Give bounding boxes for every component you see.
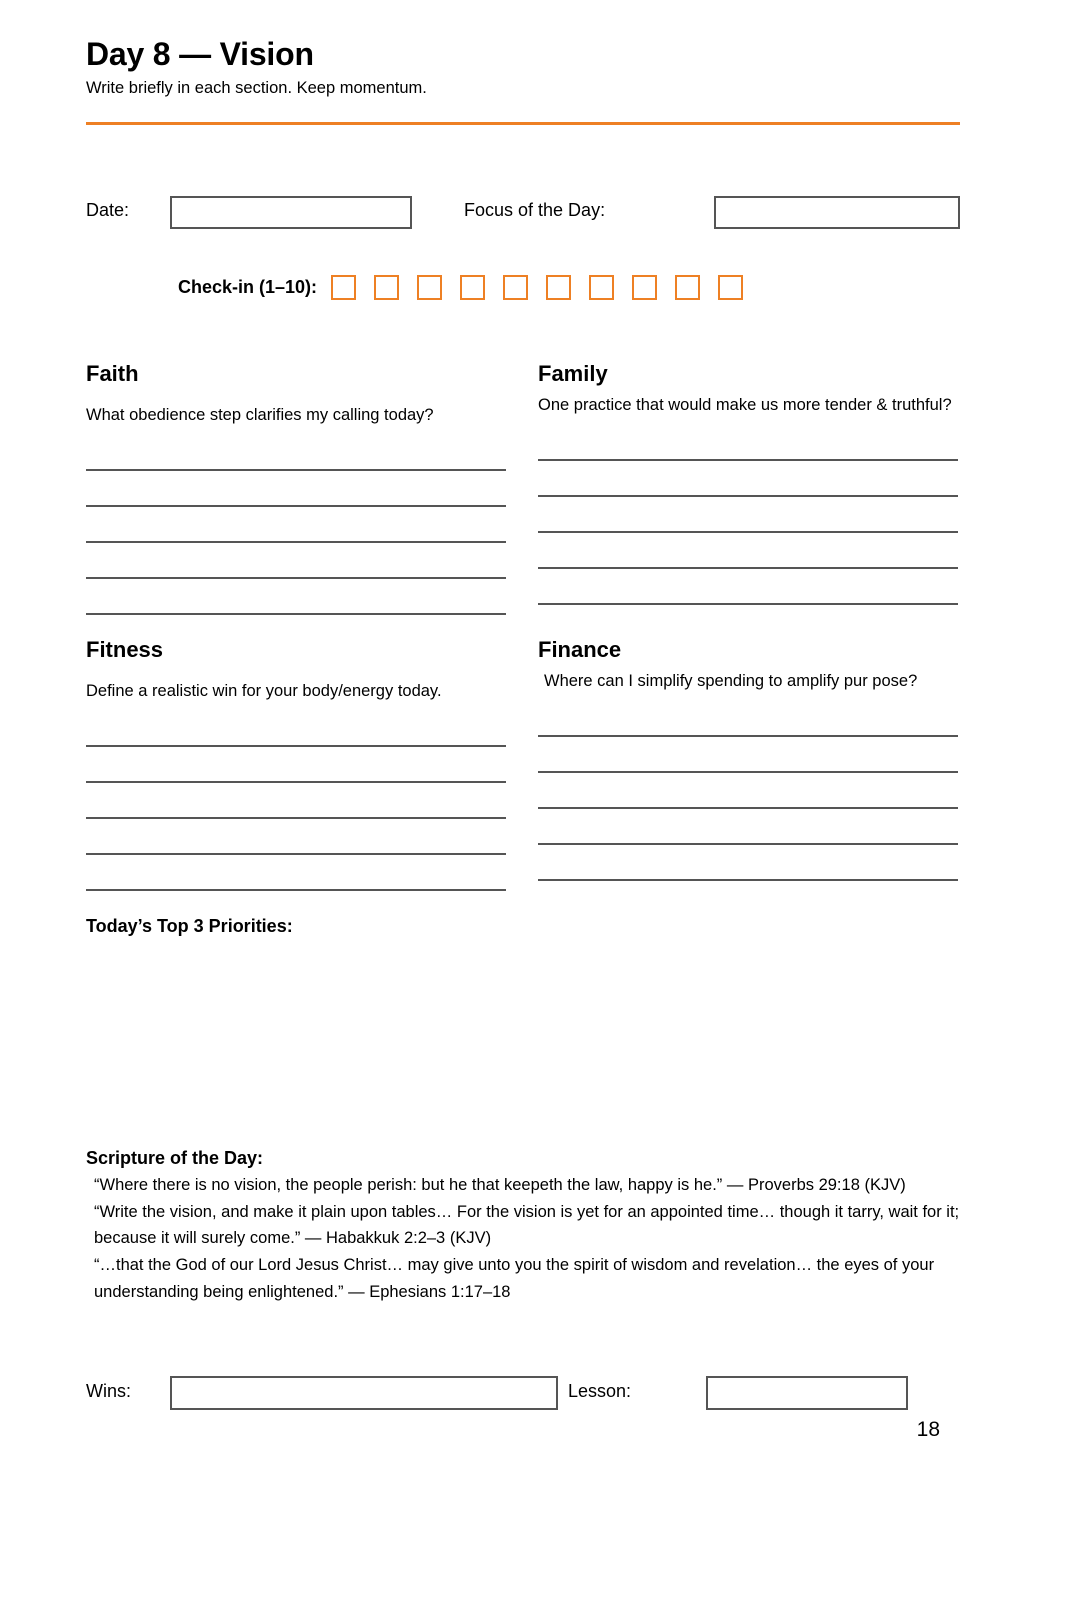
checkin-checkbox-7[interactable]	[589, 275, 614, 300]
section-fitness-heading: Fitness	[86, 637, 164, 662]
date-input[interactable]	[170, 196, 412, 229]
section-family-heading: Family	[538, 361, 608, 386]
section-fitness	[86, 638, 506, 891]
checkin-label: Check-in (1–10):	[178, 276, 318, 297]
scripture-block	[86, 1148, 966, 1306]
checkin-checkbox-3[interactable]	[417, 275, 442, 300]
writing-line[interactable]	[86, 819, 506, 855]
lesson-label: Lesson:	[568, 1381, 632, 1401]
page-title: Day 8 — Vision	[86, 36, 314, 72]
section-faith-lines[interactable]	[86, 435, 506, 615]
writing-line[interactable]	[538, 737, 958, 773]
checkin-row	[178, 272, 743, 302]
scripture-verse-2: “Write the vision, and make it plain upon tables… For the vision is yet for an appointed time… though it tarry, wait for it; because it will surely come.” — Habakkuk 2:2–3 (KJV)	[94, 1202, 960, 1248]
priorities-blank-area[interactable]	[86, 950, 960, 1120]
section-finance	[538, 638, 958, 881]
checkin-checkbox-1[interactable]	[331, 275, 356, 300]
wins-input[interactable]	[170, 1376, 558, 1410]
writing-line[interactable]	[86, 783, 506, 819]
section-fitness-lines[interactable]	[86, 711, 506, 891]
priorities-heading: Today’s Top 3 Priorities:	[86, 916, 293, 936]
section-finance-lines[interactable]	[538, 701, 958, 881]
writing-line[interactable]	[86, 507, 506, 543]
writing-line[interactable]	[86, 471, 506, 507]
writing-line[interactable]	[538, 533, 958, 569]
focus-label: Focus of the Day:	[464, 200, 606, 220]
scripture-verse-3: “…that the God of our Lord Jesus Christ… may give unto you the spirit of wisdom and revelation… the eyes of your understanding being enlightened.” — Ephesians 1:17–18	[94, 1256, 935, 1301]
checkin-checkbox-2[interactable]	[374, 275, 399, 300]
writing-line[interactable]	[86, 711, 506, 747]
writing-line[interactable]	[538, 461, 958, 497]
page-header	[86, 36, 960, 99]
writing-line[interactable]	[538, 497, 958, 533]
header-divider	[86, 122, 960, 125]
writing-line[interactable]	[538, 425, 958, 461]
writing-line[interactable]	[86, 747, 506, 783]
section-faith-heading: Faith	[86, 361, 139, 386]
lesson-input[interactable]	[706, 1376, 908, 1410]
section-finance-prompt: Where can I simplify spending to amplify pur pose?	[544, 672, 918, 691]
checkin-checkbox-4[interactable]	[460, 275, 485, 300]
section-fitness-prompt: Define a realistic win for your body/energy today.	[86, 682, 442, 701]
writing-line[interactable]	[538, 569, 958, 605]
checkin-checkbox-9[interactable]	[675, 275, 700, 300]
wins-label: Wins:	[86, 1381, 131, 1401]
writing-line[interactable]	[86, 855, 506, 891]
page-number: 18	[916, 1418, 940, 1441]
writing-line[interactable]	[86, 543, 506, 579]
focus-input[interactable]	[714, 196, 960, 229]
checkin-checkbox-5[interactable]	[503, 275, 528, 300]
checkin-checkbox-6[interactable]	[546, 275, 571, 300]
section-family-lines[interactable]	[538, 425, 958, 605]
writing-line[interactable]	[86, 435, 506, 471]
scripture-heading: Scripture of the Day:	[86, 1148, 264, 1168]
footer-row	[86, 1372, 960, 1412]
section-faith-prompt: What obedience step clarifies my calling today?	[86, 406, 434, 425]
section-finance-heading: Finance	[538, 637, 622, 662]
writing-line[interactable]	[86, 579, 506, 615]
writing-line[interactable]	[538, 809, 958, 845]
checkin-checkbox-10[interactable]	[718, 275, 743, 300]
section-family-prompt: One practice that would make us more tender & truthful?	[538, 396, 952, 415]
date-label: Date:	[86, 200, 130, 220]
writing-line[interactable]	[538, 773, 958, 809]
section-faith	[86, 362, 506, 615]
meta-row	[86, 192, 960, 228]
writing-line[interactable]	[538, 701, 958, 737]
writing-line[interactable]	[538, 845, 958, 881]
checkin-checkbox-8[interactable]	[632, 275, 657, 300]
scripture-verse-1: “Where there is no vision, the people perish: but he that keepeth the law, happy is he.” — Proverbs 29:18 (KJV)	[94, 1176, 906, 1194]
page-subtitle: Write briefly in each section. Keep momentum.	[86, 78, 427, 97]
section-family	[538, 362, 958, 605]
